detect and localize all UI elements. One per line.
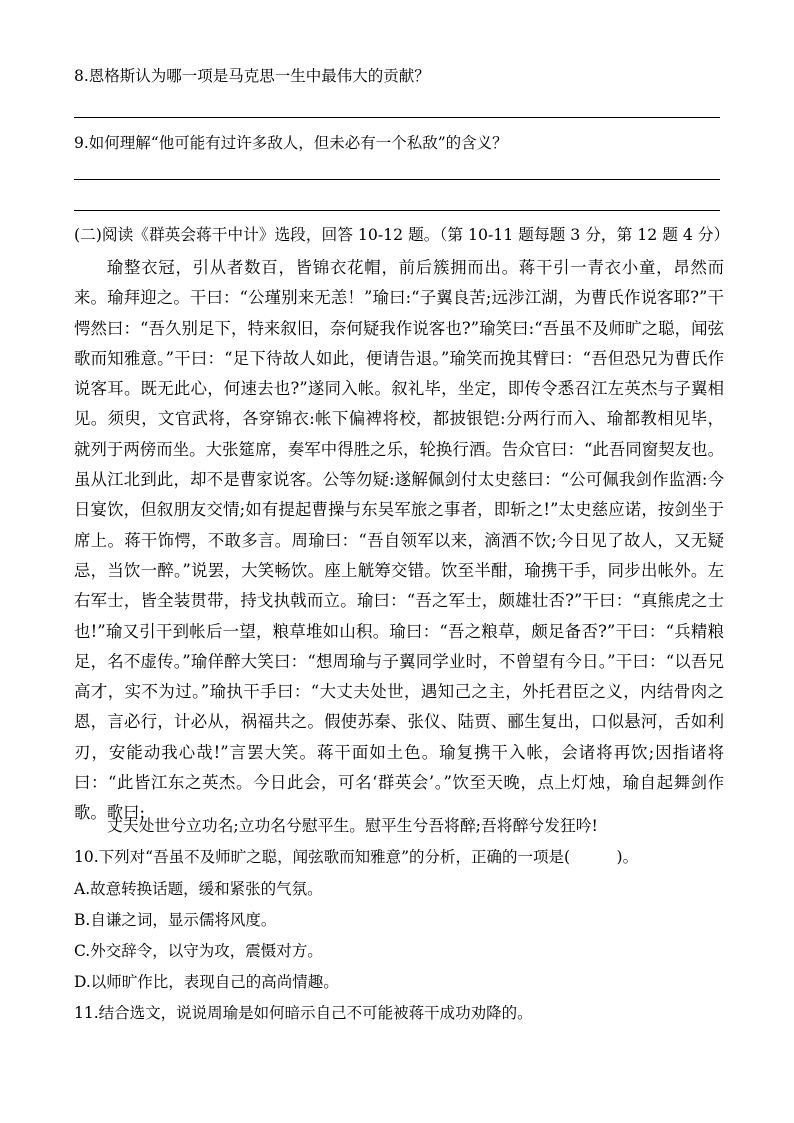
answer-line[interactable] — [74, 210, 720, 211]
answer-line[interactable] — [74, 117, 720, 118]
option-c[interactable]: C.外交辞令，以守为攻，震慑对方。 — [74, 942, 323, 960]
question-11: 11.结合选文，说说周瑜是如何暗示自己不可能被蒋干成功劝降的。 — [74, 1004, 533, 1022]
question-8: 8.恩格斯认为哪一项是马克思一生中最伟大的贡献？ — [74, 67, 430, 85]
question-9: 9.如何理解“他可能有过许多敌人，但未必有一个私敌”的含义？ — [74, 134, 508, 152]
passage — [74, 253, 724, 829]
option-a[interactable]: A.故意转换话题，缓和紧张的气氛。 — [74, 880, 323, 898]
question-10: 10.下列对“吾虽不及师旷之聪，闻弦歌而知雅意”的分析，正确的一项是( )。 — [74, 848, 639, 866]
section-header: (二)阅读《群英会蒋干中计》选段，回答 10-12 题。（第 10-11 题每题 3 分，第 12 题 4 分） — [74, 225, 730, 244]
song-lyric: 丈夫处世兮立功名;立功名兮慰平生。慰平生兮吾将醉;吾将醉兮发狂吟! — [107, 816, 598, 835]
option-b[interactable]: B.自谦之词，显示儒将风度。 — [74, 911, 277, 929]
passage-text: 瑜整衣冠，引从者数百，皆锦衣花帽，前后簇拥而出。蒋干引一青衣小童，昂然而来。瑜拜迎之。干曰：“公瑾别来无恙！”瑜曰:“子翼良苦;远涉江湖，为曹氏作说客耶?”干愕然曰：“吾久别足下，特来叙旧，奈何疑我作说客也?”瑜笑曰:“吾虽不及师旷之聪，闻弦歌而知雅意。”干曰：“足下待故人如此，便请告退。”瑜笑而挽其臂曰：“吾但恐兄为曹氏作说客耳。既无此心，何速去也?”遂同入帐。叙礼毕，坐定，即传令悉召江左英杰与子翼相见。须臾，文官武将，各穿锦衣:帐下偏裨将校，都披银铠:分两行而入、瑜都教相见毕，就列于两傍而坐。大张筵席，奏军中得胜之乐，轮换行酒。告众官曰：“此吾同窗契友也。虽从江北到此，却不是曹家说客。公等勿疑:遂解佩剑付太史慈曰：“公可佩我剑作监酒:今日宴饮，但叙朋友交情;如有提起曹操与东吴军旅之事者，即斩之!”太史慈应诺，按剑坐于席上。蒋干饰愕，不敢多言。周瑜曰：“吾自领军以来，滴酒不饮;今日见了故人，又无疑忌，当饮一醉。”说罢，大笑畅饮。座上觥筹交错。饮至半酣，瑜携干手，同步出帐外。左右军士，皆全装贯带，持戈执戟而立。瑜曰：“吾之军士，颇雄壮否?”干曰：“真熊虎之士也!”瑜又引干到帐后一望，粮草堆如山积。瑜曰：“吾之粮草，颇足备否?”干曰：“兵精粮足，名不虚传。”瑜佯醉大笑曰：“想周瑜与子翼同学业时，不曾望有今日。”干曰：“以吾兄高才，实不为过。”瑜执干手曰：“大丈夫处世，遇知己之主，外托君臣之义，内结骨肉之恩，言必行，计必从，祸福共之。假使苏秦、张仪、陆贾、郦生复出，口似悬河，舌如利刃，安能动我心哉!”言罢大笑。蒋干面如土色。瑜复携干入帐，会诸将再饮;因指诸将曰：“此皆江东之英杰。今日此会，可名‘群英会’。”饮至天晚，点上灯烛，瑜自起舞剑作歌。歌曰: — [74, 258, 724, 823]
option-d[interactable]: D.以师旷作比，表现自己的高尚情趣。 — [74, 973, 339, 991]
answer-line[interactable] — [74, 179, 720, 180]
